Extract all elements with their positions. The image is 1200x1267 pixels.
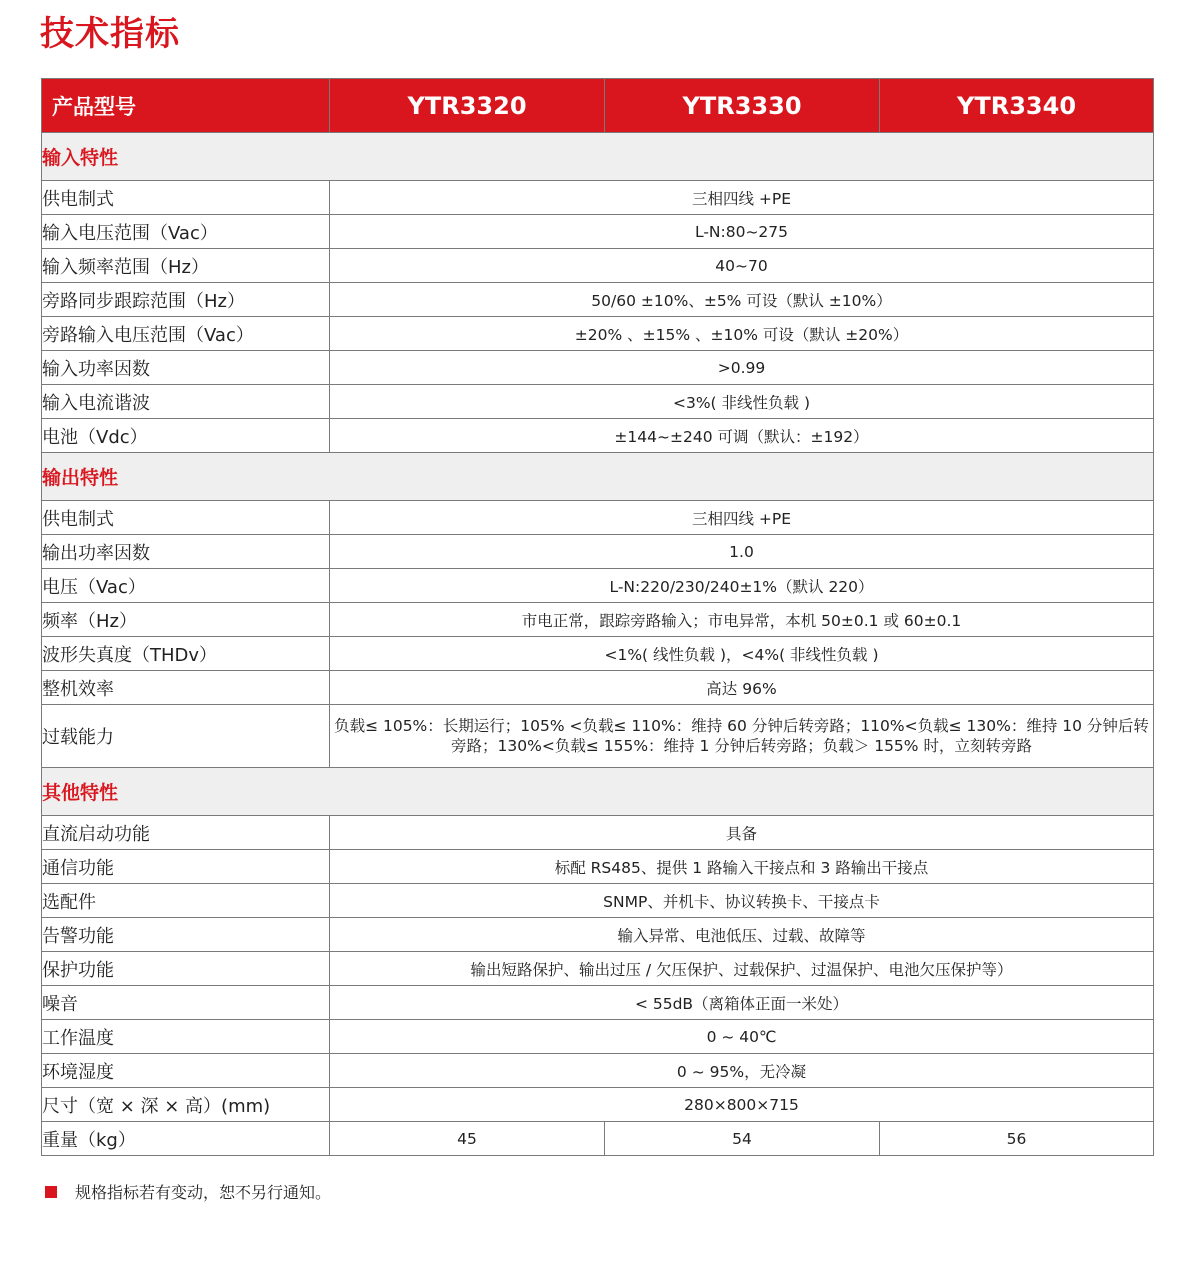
table-row bbox=[42, 181, 1154, 215]
table-header-row bbox=[42, 79, 1154, 133]
spec-label: 输入功率因数 bbox=[42, 351, 330, 385]
spec-value: ±144~±240 可调（默认：±192） bbox=[330, 419, 1154, 453]
spec-value: 280×800×715 bbox=[330, 1088, 1154, 1122]
spec-label: 整机效率 bbox=[42, 671, 330, 705]
spec-value: 负载≤ 105%：长期运行；105% <负载≤ 110%：维持 60 分钟后转旁路；110%<负载≤ 130%：维持 10 分钟后转旁路；130%<负载≤ 155%：维持 1 分钟后转旁路；负载＞ 155% 时，立刻转旁路 bbox=[330, 705, 1154, 768]
spec-label: 电压（Vac） bbox=[42, 569, 330, 603]
spec-label: 噪音 bbox=[42, 986, 330, 1020]
table-row-weight bbox=[42, 1122, 1154, 1156]
spec-value: 标配 RS485、提供 1 路输入干接点和 3 路输出干接点 bbox=[330, 850, 1154, 884]
table-row bbox=[42, 603, 1154, 637]
spec-value: L-N:80~275 bbox=[330, 215, 1154, 249]
spec-value: SNMP、并机卡、协议转换卡、干接点卡 bbox=[330, 884, 1154, 918]
spec-label: 旁路输入电压范围（Vac） bbox=[42, 317, 330, 351]
footnote-text: 规格指标若有变动，恕不另行通知。 bbox=[75, 1183, 332, 1202]
spec-value: 50/60 ±10%、±5% 可设（默认 ±10%） bbox=[330, 283, 1154, 317]
spec-value: 高达 96% bbox=[330, 671, 1154, 705]
spec-value: 1.0 bbox=[330, 535, 1154, 569]
model-label-header: 产品型号 bbox=[42, 79, 330, 133]
footnote bbox=[45, 1180, 331, 1203]
spec-value: <3%( 非线性负载 ) bbox=[330, 385, 1154, 419]
spec-label: 旁路同步跟踪范围（Hz） bbox=[42, 283, 330, 317]
table-row bbox=[42, 637, 1154, 671]
section-header-row bbox=[42, 453, 1154, 501]
table-row bbox=[42, 1020, 1154, 1054]
spec-table bbox=[41, 78, 1154, 1156]
weight-value: 45 bbox=[330, 1122, 605, 1156]
spec-label: 输入频率范围（Hz） bbox=[42, 249, 330, 283]
table-row bbox=[42, 884, 1154, 918]
spec-label: 直流启动功能 bbox=[42, 816, 330, 850]
spec-value: 40~70 bbox=[330, 249, 1154, 283]
spec-value: 0 ~ 40℃ bbox=[330, 1020, 1154, 1054]
table-row bbox=[42, 705, 1154, 768]
spec-value: >0.99 bbox=[330, 351, 1154, 385]
spec-value: 市电正常，跟踪旁路输入；市电异常，本机 50±0.1 或 60±0.1 bbox=[330, 603, 1154, 637]
spec-label: 工作温度 bbox=[42, 1020, 330, 1054]
spec-value: 输入异常、电池低压、过载、故障等 bbox=[330, 918, 1154, 952]
table-row bbox=[42, 850, 1154, 884]
table-row bbox=[42, 1088, 1154, 1122]
weight-value: 54 bbox=[605, 1122, 880, 1156]
table-row bbox=[42, 918, 1154, 952]
table-row bbox=[42, 385, 1154, 419]
spec-label: 重量（kg） bbox=[42, 1122, 330, 1156]
spec-body bbox=[42, 133, 1154, 1156]
spec-value: <1%( 线性负载 )，<4%( 非线性负载 ) bbox=[330, 637, 1154, 671]
spec-value: L-N:220/230/240±1%（默认 220） bbox=[330, 569, 1154, 603]
spec-label: 供电制式 bbox=[42, 501, 330, 535]
spec-value: 0 ~ 95%，无冷凝 bbox=[330, 1054, 1154, 1088]
table-row bbox=[42, 317, 1154, 351]
section-title: 输入特性 bbox=[42, 133, 1154, 181]
table-row bbox=[42, 569, 1154, 603]
spec-label: 通信功能 bbox=[42, 850, 330, 884]
model-header: YTR3320 bbox=[330, 79, 605, 133]
section-title: 输出特性 bbox=[42, 453, 1154, 501]
table-row bbox=[42, 501, 1154, 535]
spec-label: 保护功能 bbox=[42, 952, 330, 986]
table-row bbox=[42, 535, 1154, 569]
table-row bbox=[42, 419, 1154, 453]
spec-value: 具备 bbox=[330, 816, 1154, 850]
section-header-row bbox=[42, 133, 1154, 181]
table-row bbox=[42, 986, 1154, 1020]
table-row bbox=[42, 215, 1154, 249]
spec-label: 输入电流谐波 bbox=[42, 385, 330, 419]
spec-label: 过载能力 bbox=[42, 705, 330, 768]
weight-value: 56 bbox=[880, 1122, 1154, 1156]
spec-value: 输出短路保护、输出过压 / 欠压保护、过载保护、过温保护、电池欠压保护等） bbox=[330, 952, 1154, 986]
table-row bbox=[42, 249, 1154, 283]
spec-label: 电池（Vdc） bbox=[42, 419, 330, 453]
model-header: YTR3330 bbox=[605, 79, 880, 133]
table-row bbox=[42, 1054, 1154, 1088]
spec-label: 选配件 bbox=[42, 884, 330, 918]
spec-value: < 55dB（离箱体正面一米处） bbox=[330, 986, 1154, 1020]
section-title: 其他特性 bbox=[42, 768, 1154, 816]
spec-value: ±20% 、±15% 、±10% 可设（默认 ±20%） bbox=[330, 317, 1154, 351]
spec-label: 波形失真度（THDv） bbox=[42, 637, 330, 671]
red-square-bullet-icon bbox=[45, 1186, 57, 1198]
spec-label: 输入电压范围（Vac） bbox=[42, 215, 330, 249]
spec-label: 环境湿度 bbox=[42, 1054, 330, 1088]
table-row bbox=[42, 952, 1154, 986]
spec-value: 三相四线 +PE bbox=[330, 501, 1154, 535]
spec-value: 三相四线 +PE bbox=[330, 181, 1154, 215]
table-row bbox=[42, 283, 1154, 317]
section-header-row bbox=[42, 768, 1154, 816]
table-row bbox=[42, 816, 1154, 850]
page-title: 技术指标 bbox=[40, 14, 180, 54]
spec-label: 告警功能 bbox=[42, 918, 330, 952]
table-row bbox=[42, 671, 1154, 705]
spec-label: 供电制式 bbox=[42, 181, 330, 215]
table-row bbox=[42, 351, 1154, 385]
spec-label: 输出功率因数 bbox=[42, 535, 330, 569]
model-header: YTR3340 bbox=[880, 79, 1154, 133]
spec-label: 尺寸（宽 × 深 × 高）(mm) bbox=[42, 1088, 330, 1122]
spec-label: 频率（Hz） bbox=[42, 603, 330, 637]
